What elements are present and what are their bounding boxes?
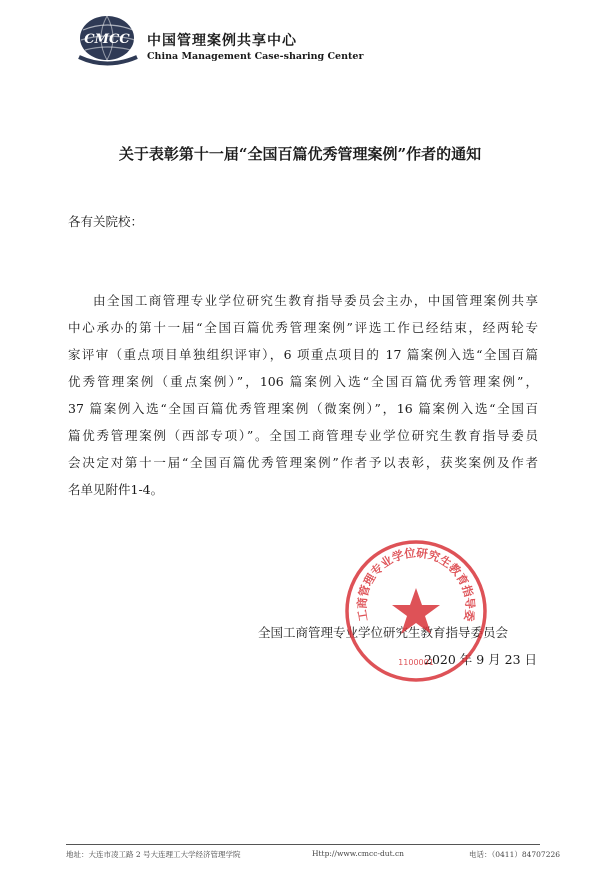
body-line: 优秀管理案例（重点案例）”，106 篇案例入选“全国百篇优秀管理案例”，	[68, 374, 538, 389]
org-name-en: China Management Case-sharing Center	[147, 51, 364, 62]
body-line: 家评审（重点项目单独组织评审），6 项重点项目的 17 篇案例入选“全国百篇	[68, 347, 538, 362]
notice-body	[68, 287, 538, 503]
signature-date: 2020 年 9 月 23 日	[424, 652, 538, 667]
globe-icon	[73, 10, 143, 70]
notice-title: 关于表彰第十一届“全国百篇优秀管理案例”作者的通知	[118, 145, 482, 163]
org-name-cn: 中国管理案例共享中心	[147, 33, 297, 49]
salutation: 各有关院校：	[68, 214, 144, 229]
signature-organization: 全国工商管理专业学位研究生教育指导委员会	[258, 625, 509, 640]
footer-address: 地址：大连市凌工路 2 号大连理工大学经济管理学院	[66, 850, 241, 859]
seal-text: 工商管理专业学位研究生教育指导委	[354, 545, 478, 623]
body-line: 会决定对第十一届“全国百篇优秀管理案例”作者予以表彰，获奖案例及作者	[68, 455, 538, 470]
footer-phone: 电话：（0411）84707226	[469, 850, 561, 859]
body-line: 篇优秀管理案例（西部专项）”。全国工商管理专业学位研究生教育指导委员	[68, 428, 538, 443]
footer-divider	[66, 844, 540, 845]
body-line: 由全国工商管理专业学位研究生教育指导委员会主办，中国管理案例共享	[93, 293, 538, 308]
body-line: 中心承办的第十一届“全国百篇优秀管理案例”评选工作已经结束，经两轮专	[68, 320, 538, 335]
footer-website[interactable]: Http://www.cmcc-dut.cn	[312, 849, 405, 858]
seal-icon	[343, 538, 489, 684]
cmcc-logo	[73, 10, 143, 70]
body-line: 37 篇案例入选“全国百篇优秀管理案例（微案例）”，16 篇案例入选“全国百	[68, 401, 538, 416]
body-line: 名单见附件1-4。	[68, 482, 164, 497]
logo-text: CMCC	[84, 32, 130, 47]
official-seal	[343, 538, 489, 684]
seal-code: 1100001	[398, 658, 434, 667]
star-icon	[392, 588, 440, 634]
